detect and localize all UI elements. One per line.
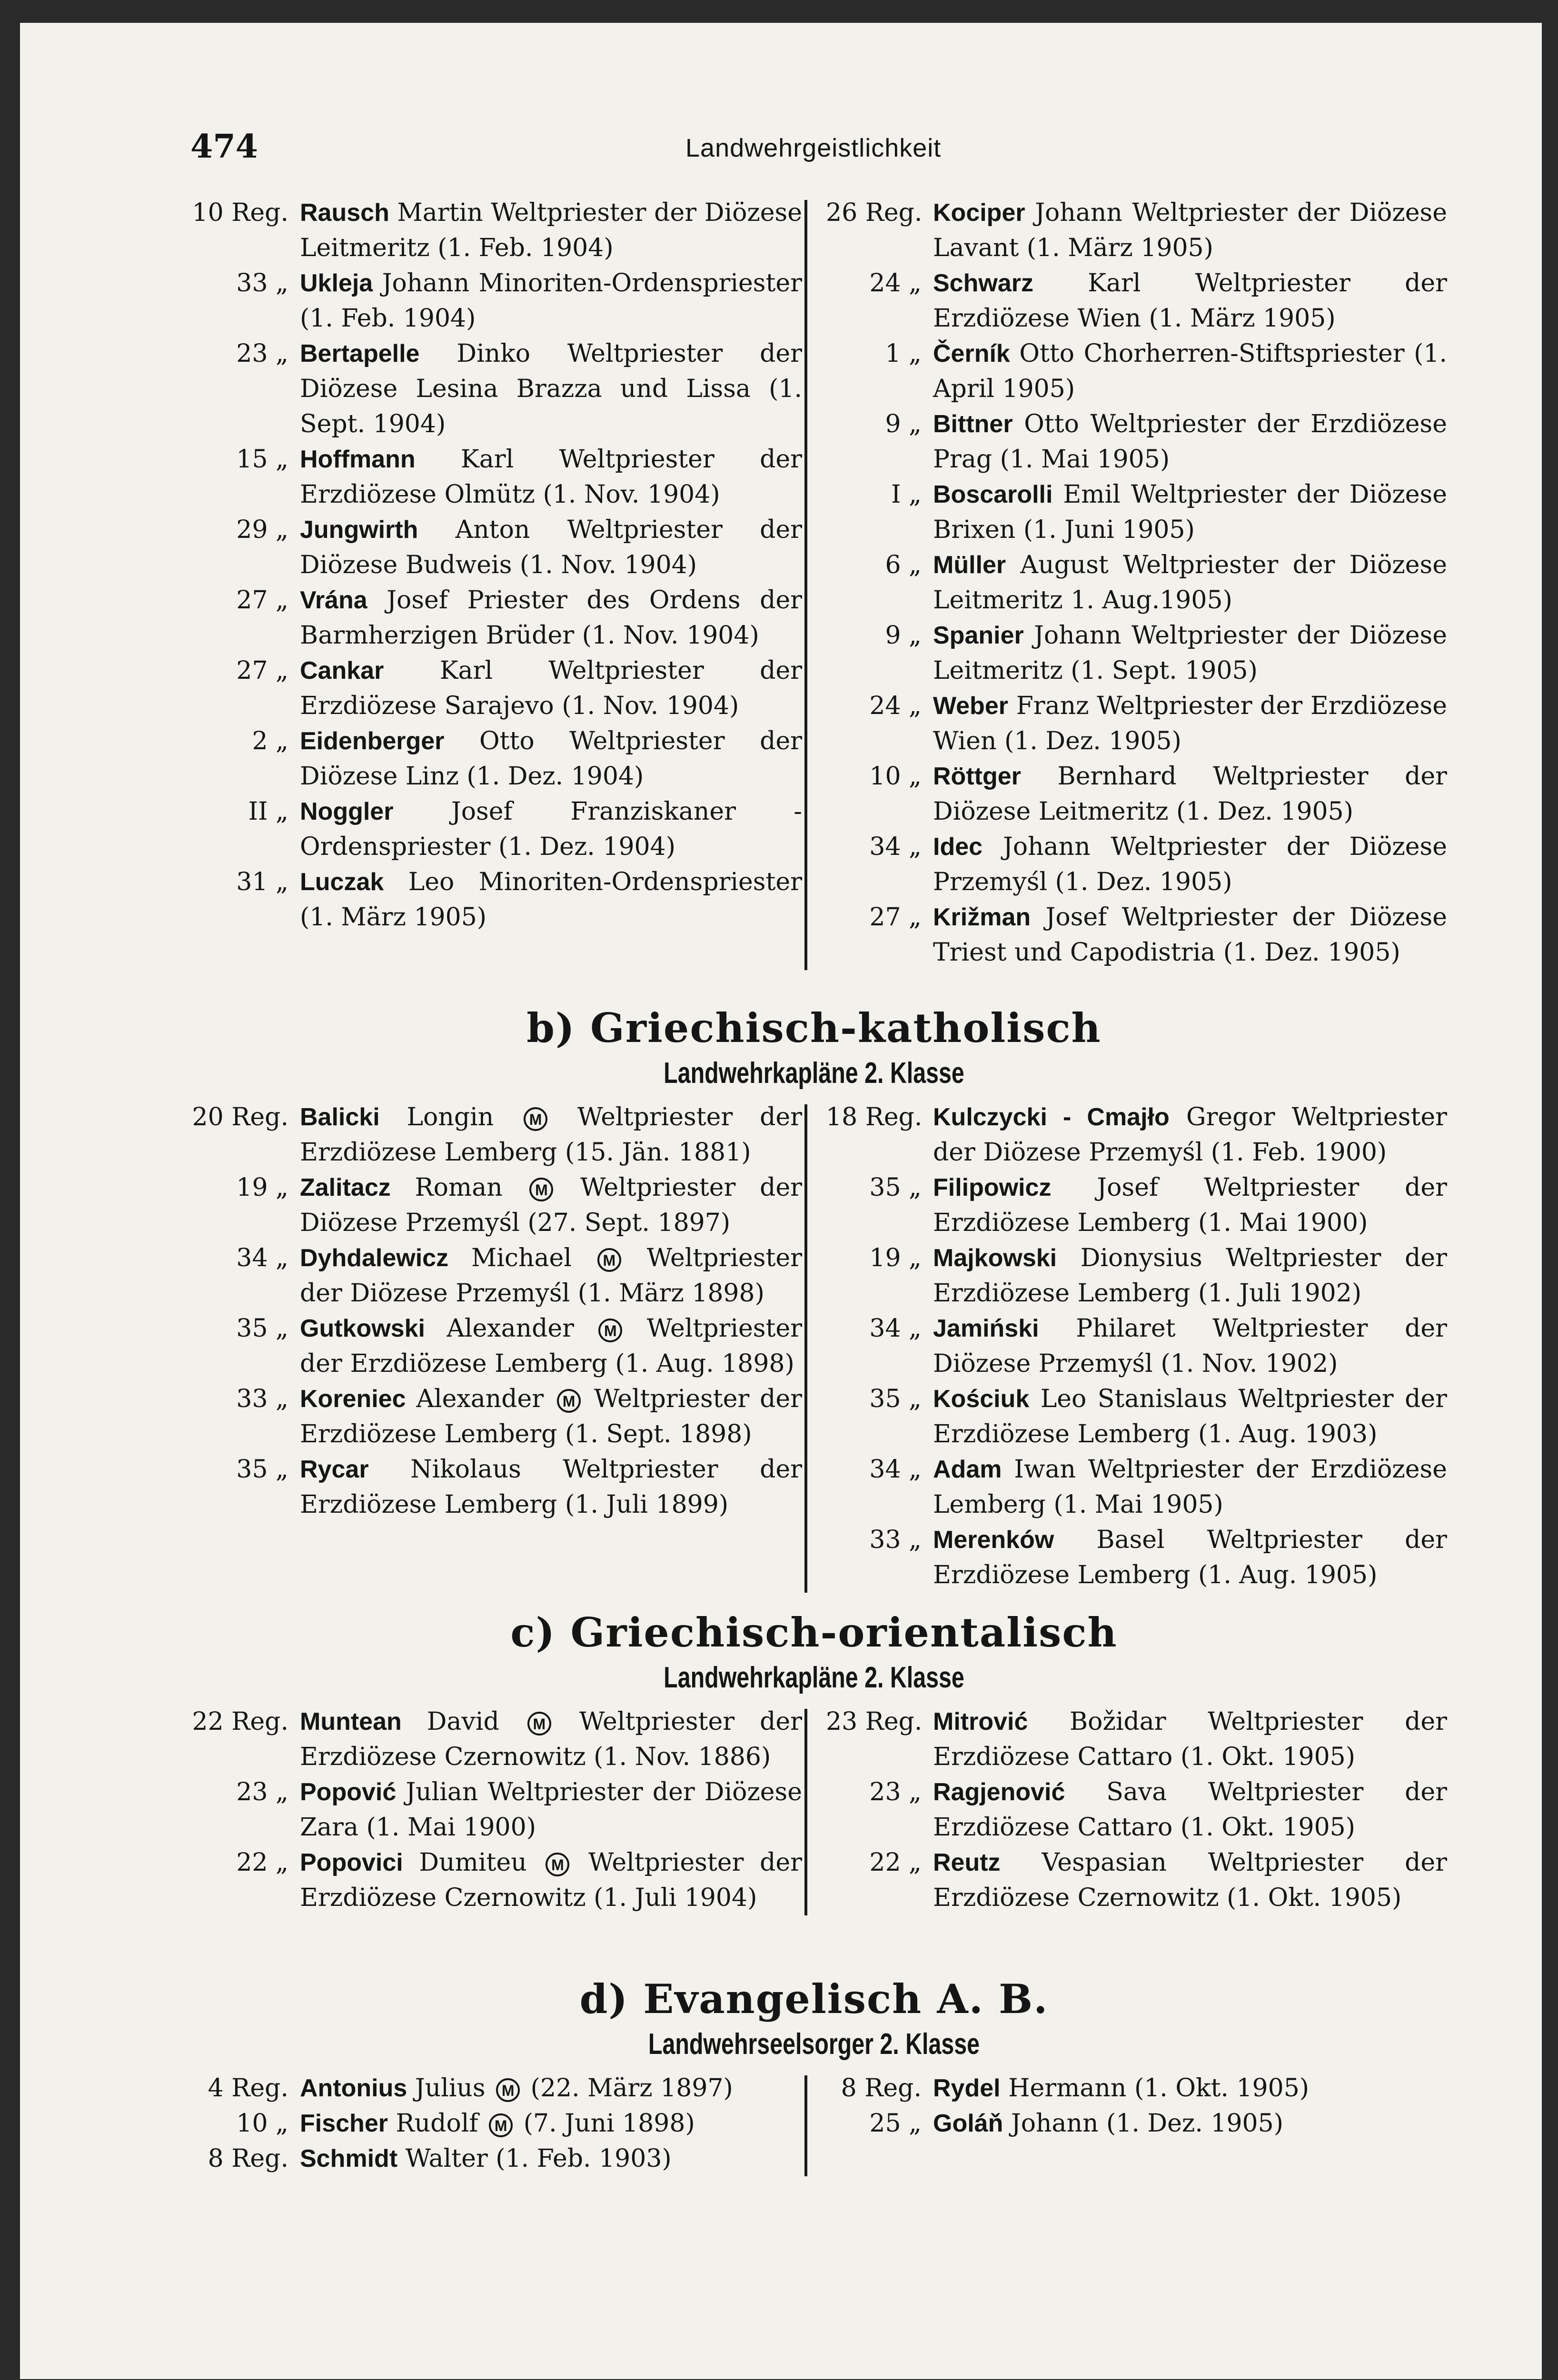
married-marker-icon: M — [496, 2078, 520, 2102]
surname: Boscarolli — [933, 481, 1053, 508]
surname: Križman — [933, 903, 1031, 931]
married-marker-icon: M — [546, 1853, 569, 1876]
surname: Bittner — [933, 410, 1013, 438]
list-item — [181, 794, 802, 864]
surname: Kociper — [933, 199, 1025, 227]
regiment-number: I „ — [891, 480, 922, 509]
entry-details: Karl Weltpriester der Erzdiözese Sarajevo (1. Nov. 1904) — [300, 656, 802, 720]
regiment-number: 9 „ — [885, 621, 922, 650]
surname: Röttger — [933, 763, 1021, 790]
list-item — [181, 2106, 802, 2141]
regiment-number: 33 „ — [869, 1526, 922, 1554]
regiment-number: 35 „ — [869, 1173, 922, 1202]
regiment-number: 24 „ — [869, 269, 922, 298]
entry-details: Božidar Weltpriester der Erzdiözese Cattaro (1. Okt. 1905) — [933, 1707, 1447, 1771]
surname: Hoffmann — [300, 446, 416, 473]
regiment-number: 34 „ — [869, 833, 922, 861]
list-item — [181, 2071, 802, 2106]
regiment-number: 23 „ — [869, 1778, 922, 1806]
regiment-number: 33 „ — [236, 1385, 288, 1413]
entry-details: Josef Weltpriester der Erzdiözese Lemberg (1. Mai 1900) — [933, 1173, 1448, 1237]
entry-details: Karl Weltpriester der Erzdiözese Olmütz (1. Nov. 1904) — [300, 445, 802, 509]
regiment-number: 4 Reg. — [208, 2074, 288, 2102]
surname: Eidenberger — [300, 727, 445, 755]
list-item — [826, 547, 1447, 618]
entry-details: Josef Priester des Ordens der Barmherzigen Brüder (1. Nov. 1904) — [300, 586, 803, 650]
section-d-left-column — [181, 2071, 812, 2176]
entry-details: Sava Weltpriester der Erzdiözese Cattaro (1. Okt. 1905) — [933, 1778, 1447, 1842]
list-item — [181, 864, 802, 935]
regiment-number: 9 „ — [885, 410, 922, 438]
entry-details: Weltpriester der Erzdiözese Lemberg (15. Jän. 1881) — [300, 1103, 803, 1167]
entry-text — [300, 336, 802, 442]
entry-details: Weltpriester der Erzdiözese Lemberg (1. Sept. 1898) — [300, 1385, 803, 1448]
entry-text — [933, 2106, 1447, 2141]
surname: Weber — [933, 692, 1008, 720]
entry-text — [300, 266, 802, 336]
surname: Idec — [933, 833, 983, 861]
regiment-number: 1 „ — [885, 339, 922, 368]
entry-details: Karl Weltpriester der Erzdiözese Wien (1. März 1905) — [933, 269, 1448, 333]
surname: Ukleja — [300, 269, 373, 297]
regiment-number: 22 Reg. — [192, 1707, 288, 1736]
regiment-number: 35 „ — [869, 1385, 922, 1413]
page-header — [190, 128, 1428, 170]
entry-text — [300, 1452, 802, 1522]
entry-text — [933, 336, 1447, 407]
list-item — [826, 1100, 1447, 1170]
list-item — [826, 1704, 1447, 1775]
entry-text — [300, 1170, 802, 1240]
surname: Rydel — [933, 2074, 1001, 2102]
entry-details: Vespasian Weltpriester der Erzdiözese Czernowitz (1. Okt. 1905) — [933, 1848, 1447, 1912]
list-item — [826, 1240, 1447, 1311]
married-marker-icon: M — [527, 1712, 551, 1735]
entry-text — [933, 1845, 1447, 1915]
entry-text — [300, 2071, 802, 2106]
entry-details: Johann Weltpriester der Diözese Przemyśl (1. Dez. 1905) — [933, 833, 1447, 896]
surname: Müller — [933, 551, 1006, 579]
entry-text — [300, 1311, 802, 1381]
list-item — [181, 1775, 802, 1845]
regiment-number: 19 „ — [869, 1244, 922, 1272]
regiment-number: 34 „ — [869, 1314, 922, 1343]
entry-details: Johann (1. Dez. 1905) — [1011, 2109, 1284, 2138]
section-c — [181, 1609, 1447, 1915]
entry-details: Otto Chorherren-Stiftspriester (1. April 1905) — [933, 339, 1448, 403]
regiment-number: 23 „ — [236, 1778, 288, 1806]
married-marker-icon: M — [598, 1319, 622, 1342]
section-c-subtitle: Landwehrkapläne 2. Klasse — [664, 1661, 964, 1694]
entry-text — [933, 1311, 1447, 1381]
entry-text — [933, 759, 1447, 829]
section-b-subtitle: Landwehrkapläne 2. Klasse — [664, 1057, 964, 1090]
entry-details: (22. März 1897) — [530, 2074, 733, 2102]
given-name: Julius — [415, 2074, 486, 2102]
list-item — [181, 2141, 802, 2176]
section-c-right-column — [812, 1704, 1447, 1915]
surname: Spanier — [933, 622, 1024, 649]
entry-text — [933, 407, 1447, 477]
list-item — [181, 1311, 802, 1381]
regiment-number: 19 „ — [236, 1173, 288, 1202]
entry-text — [933, 618, 1447, 688]
entry-text — [933, 195, 1447, 266]
list-item — [181, 1100, 802, 1170]
regiment-number: 10 „ — [236, 2109, 288, 2138]
given-name: Julian Weltpriester der Diözese Zara (1. Mai 1900) — [300, 1778, 803, 1842]
section-b — [181, 1004, 1447, 1593]
entry-text — [933, 829, 1447, 900]
entry-details: Hermann (1. Okt. 1905) — [1008, 2074, 1310, 2102]
entry-text — [933, 900, 1447, 970]
entry-details: Iwan Weltpriester der Erzdiözese Lemberg (1. Mai 1905) — [933, 1455, 1448, 1519]
entry-text — [300, 1704, 802, 1775]
section-d-subtitle: Landwehrseelsorger 2. Klasse — [648, 2028, 980, 2061]
married-marker-icon: M — [557, 1389, 581, 1413]
entry-text — [300, 1775, 802, 1845]
section-c-left-column — [181, 1704, 812, 1915]
regiment-number: II „ — [248, 797, 288, 826]
given-name: Dumiteu — [419, 1848, 527, 1877]
surname: Schmidt — [300, 2145, 398, 2172]
entry-text — [300, 512, 802, 583]
scan-border-left — [0, 0, 20, 2380]
list-item — [826, 618, 1447, 688]
surname: Zalitacz — [300, 1174, 391, 1201]
regiment-number: 22 „ — [869, 1848, 922, 1877]
regiment-number: 25 „ — [869, 2109, 922, 2138]
regiment-number: 23 „ — [236, 339, 288, 368]
list-item — [826, 1452, 1447, 1522]
entry-text — [933, 1381, 1447, 1452]
list-item — [826, 1170, 1447, 1240]
given-name: Nikolaus Weltpriester der Erzdiözese Lemberg (1. Juli 1899) — [300, 1455, 802, 1519]
list-item — [826, 900, 1447, 970]
entry-text — [933, 1170, 1447, 1240]
list-item — [181, 583, 802, 653]
surname: Goláň — [933, 2110, 1003, 2137]
surname: Muntean — [300, 1708, 402, 1735]
surname: Kościuk — [933, 1385, 1030, 1413]
list-item — [826, 2106, 1447, 2141]
entry-text — [300, 1100, 802, 1170]
section-d — [181, 1975, 1447, 2176]
surname: Majkowski — [933, 1244, 1057, 1272]
entry-text — [300, 1381, 802, 1452]
entry-details: Philaret Weltpriester der Diözese Przemyśl (1. Nov. 1902) — [933, 1314, 1447, 1378]
section-d-right-column — [812, 2071, 1447, 2176]
surname: Vrána — [300, 586, 367, 614]
entry-details: Johann Weltpriester der Diözese Lavant (1. März 1905) — [933, 198, 1447, 262]
entry-text — [933, 547, 1447, 618]
regiment-number: 6 „ — [885, 551, 922, 579]
surname: Adam — [933, 1456, 1002, 1483]
entry-details: Otto Weltpriester der Erzdiözese Prag (1. Mai 1905) — [933, 410, 1448, 474]
surname: Gutkowski — [300, 1315, 425, 1342]
regiment-number: 24 „ — [869, 692, 922, 720]
regiment-number: 8 Reg. — [841, 2074, 922, 2102]
entry-text — [300, 864, 802, 935]
entry-text — [933, 1100, 1447, 1170]
entry-text — [933, 1240, 1447, 1311]
surname: Rausch — [300, 199, 389, 227]
regiment-number: 8 Reg. — [208, 2144, 288, 2173]
list-item — [181, 266, 802, 336]
list-item — [826, 1522, 1447, 1593]
entry-details: Emil Weltpriester der Diözese Brixen (1. Juni 1905) — [933, 480, 1448, 544]
entry-details: Weltpriester der Erzdiözese Czernowitz (1. Nov. 1886) — [300, 1707, 803, 1771]
entry-text — [933, 2071, 1447, 2106]
list-item — [826, 266, 1447, 336]
column-divider — [804, 200, 807, 970]
entry-details: Basel Weltpriester der Erzdiözese Lemberg (1. Aug. 1905) — [933, 1526, 1447, 1589]
regiment-number: 29 „ — [236, 516, 288, 544]
regiment-number: 15 „ — [236, 445, 288, 474]
list-item — [181, 1845, 802, 1915]
surname: Popovici — [300, 1849, 403, 1876]
married-marker-icon: M — [597, 1248, 621, 1272]
list-item — [826, 477, 1447, 547]
entry-text — [300, 724, 802, 794]
list-item — [826, 1845, 1447, 1915]
regiment-number: 22 „ — [236, 1848, 288, 1877]
regiment-number: 27 „ — [869, 903, 922, 932]
entry-text — [933, 266, 1447, 336]
section-b-title: b) Griechisch-katholisch — [526, 1004, 1102, 1051]
list-item — [181, 1381, 802, 1452]
section-c-title: c) Griechisch-orientalisch — [510, 1609, 1118, 1656]
entry-details: Weltpriester der Diözese Przemyśl (1. März 1898) — [300, 1244, 803, 1308]
entry-details: Dionysius Weltpriester der Erzdiözese Lemberg (1. Juli 1902) — [933, 1244, 1448, 1308]
entry-text — [300, 583, 802, 653]
surname: Ragjenović — [933, 1778, 1065, 1806]
section-b-left-column — [181, 1100, 812, 1593]
entry-details: Anton Weltpriester der Diözese Budweis (1. Nov. 1904) — [300, 516, 802, 579]
entry-details: Johann Weltpriester der Diözese Leitmeritz (1. Sept. 1905) — [933, 621, 1447, 685]
entry-text — [933, 1522, 1447, 1593]
list-item — [181, 653, 802, 724]
column-divider — [804, 2075, 807, 2176]
section-b-right-column — [812, 1100, 1447, 1593]
surname: Reutz — [933, 1849, 1001, 1876]
surname: Popović — [300, 1778, 397, 1806]
column-divider — [804, 1709, 807, 1915]
regiment-number: 2 „ — [252, 727, 288, 755]
running-title: Landwehrgeistlichkeit — [685, 134, 942, 162]
married-marker-icon: M — [529, 1178, 553, 1201]
entry-text — [300, 2106, 802, 2141]
list-item — [826, 336, 1447, 407]
given-name: Rudolf — [396, 2109, 478, 2138]
regiment-number: 27 „ — [236, 656, 288, 685]
list-item — [826, 407, 1447, 477]
column-divider — [804, 1104, 807, 1593]
entry-details: (7. Juni 1898) — [523, 2109, 695, 2138]
entry-text — [300, 442, 802, 512]
entry-text — [300, 1240, 802, 1311]
surname: Cankar — [300, 657, 384, 684]
list-item — [826, 1775, 1447, 1845]
regiment-number: 20 Reg. — [192, 1103, 288, 1131]
given-name: Roman — [415, 1173, 503, 1202]
page-number: 474 — [190, 128, 258, 166]
entry-details: Dinko Weltpriester der Diözese Lesina Brazza und Lissa (1. Sept. 1904) — [300, 339, 803, 438]
entry-text — [933, 1775, 1447, 1845]
entry-details: Martin Weltpriester der Diözese Leitmeritz (1. Feb. 1904) — [300, 198, 803, 262]
married-marker-icon: M — [524, 1107, 547, 1131]
surname: Jamiński — [933, 1315, 1039, 1342]
surname: Kulczycki - Cmajło — [933, 1103, 1170, 1131]
regiment-number: 35 „ — [236, 1455, 288, 1484]
given-name: Alexander — [447, 1314, 575, 1343]
surname: Mitrović — [933, 1708, 1028, 1735]
section-a — [181, 195, 1447, 970]
surname: Koreniec — [300, 1385, 406, 1413]
regiment-number: 34 „ — [236, 1244, 288, 1272]
entry-text — [933, 477, 1447, 547]
given-name: Alexander — [416, 1385, 544, 1413]
list-item — [826, 195, 1447, 266]
surname: Černík — [933, 340, 1010, 367]
list-item — [826, 688, 1447, 759]
given-name: Walter (1. Feb. 1903) — [405, 2144, 672, 2173]
list-item — [181, 195, 802, 266]
entry-details: Johann Minoriten-Ordenspriester (1. Feb. 1904) — [300, 269, 802, 333]
regiment-number: 34 „ — [869, 1455, 922, 1484]
list-item — [826, 759, 1447, 829]
surname: Balicki — [300, 1103, 380, 1131]
surname: Luczak — [300, 868, 384, 896]
entry-text — [933, 1452, 1447, 1522]
list-item — [181, 1704, 802, 1775]
surname: Rycar — [300, 1456, 369, 1483]
section-d-title: d) Evangelisch A. B. — [579, 1975, 1049, 2023]
surname: Antonius — [300, 2074, 407, 2102]
list-item — [826, 829, 1447, 900]
entry-text — [933, 688, 1447, 759]
section-a-right-column — [812, 195, 1447, 970]
entry-details: Bernhard Weltpriester der Diözese Leitmeritz (1. Dez. 1905) — [933, 762, 1447, 826]
surname: Noggler — [300, 798, 394, 825]
regiment-number: 35 „ — [236, 1314, 288, 1343]
entry-text — [300, 794, 802, 864]
list-item — [181, 1452, 802, 1522]
entry-details: Weltpriester der Erzdiözese Lemberg (1. Aug. 1898) — [300, 1314, 803, 1378]
regiment-number: 26 Reg. — [826, 198, 923, 227]
surname: Merenków — [933, 1526, 1054, 1554]
entry-text — [300, 653, 802, 724]
scan-border-right — [1542, 0, 1558, 2380]
entry-details: Josef Franziskaner - Ordenspriester (1. Dez. 1904) — [300, 797, 803, 861]
given-name: Michael — [471, 1244, 572, 1272]
scan-border-top — [0, 0, 1558, 23]
given-name: David — [427, 1707, 499, 1736]
regiment-number: 27 „ — [236, 586, 288, 615]
surname: Bertapelle — [300, 340, 420, 367]
entry-details: Gregor Weltpriester der Diözese Przemyśl (1. Feb. 1900) — [933, 1103, 1448, 1167]
regiment-number: 10 Reg. — [192, 198, 288, 227]
surname: Schwarz — [933, 269, 1033, 297]
surname: Filipowicz — [933, 1174, 1052, 1201]
given-name: Longin — [407, 1103, 494, 1131]
list-item — [181, 336, 802, 442]
regiment-number: 18 Reg. — [826, 1103, 923, 1131]
entry-details: Weltpriester der Diözese Przemyśl (27. Sept. 1897) — [300, 1173, 802, 1237]
list-item — [826, 2071, 1447, 2106]
entry-text — [933, 1704, 1447, 1775]
entry-text — [300, 195, 802, 266]
regiment-number: 10 „ — [869, 762, 922, 791]
regiment-number: 31 „ — [236, 868, 288, 896]
list-item — [181, 724, 802, 794]
entry-details: Otto Weltpriester der Diözese Linz (1. Dez. 1904) — [300, 727, 803, 791]
entry-details: Leo Stanislaus Weltpriester der Erzdiözese Lemberg (1. Aug. 1903) — [933, 1385, 1448, 1448]
list-item — [181, 1240, 802, 1311]
entry-text — [300, 1845, 802, 1915]
list-item — [181, 442, 802, 512]
entry-details: Leo Minoriten-Ordenspriester (1. März 1905) — [300, 868, 802, 932]
entry-details: August Weltpriester der Diözese Leitmeritz 1. Aug.1905) — [933, 551, 1448, 615]
entry-details: Josef Weltpriester der Diözese Triest und Capodistria (1. Dez. 1905) — [933, 903, 1448, 967]
surname: Fischer — [300, 2110, 388, 2137]
surname: Jungwirth — [300, 516, 418, 544]
list-item — [181, 512, 802, 583]
regiment-number: 23 Reg. — [826, 1707, 923, 1736]
entry-details: Weltpriester der Erzdiözese Czernowitz (1. Juli 1904) — [300, 1848, 802, 1912]
list-item — [826, 1381, 1447, 1452]
list-item — [181, 1170, 802, 1240]
surname: Dyhdalewicz — [300, 1244, 449, 1272]
section-a-left-column — [181, 195, 812, 970]
list-item — [826, 1311, 1447, 1381]
entry-details: Franz Weltpriester der Erzdiözese Wien (1. Dez. 1905) — [933, 692, 1447, 755]
regiment-number: 33 „ — [236, 269, 288, 298]
married-marker-icon: M — [489, 2113, 513, 2137]
entry-text — [300, 2141, 802, 2176]
